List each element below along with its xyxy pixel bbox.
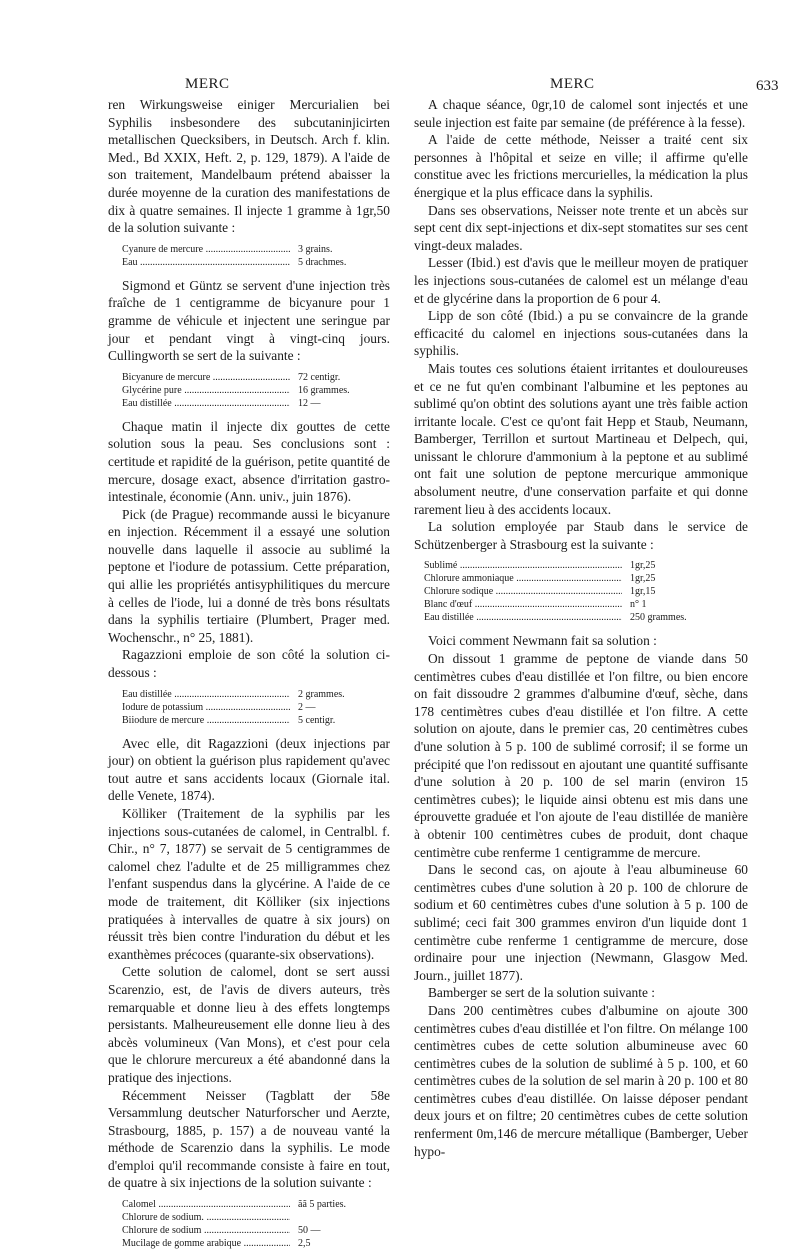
formula-ragazzioni bbox=[122, 688, 390, 727]
formula-mandelbaum bbox=[122, 243, 390, 269]
paragraph: La solution employée par Staub dans le service de Schützenberger à Strasbourg est la suivante : bbox=[414, 519, 748, 552]
quantity: 72 centigr. bbox=[298, 371, 341, 383]
ingredient: Blanc d'œuf ..... bbox=[424, 598, 622, 611]
formula-row bbox=[122, 371, 390, 384]
paragraph: Voici comment Newmann fait sa solution : bbox=[428, 633, 657, 649]
page-number: 633 bbox=[756, 78, 779, 94]
ingredient: Bicyanure de mercure ..... bbox=[122, 371, 290, 384]
ingredient: Eau distillée ..... bbox=[122, 688, 290, 701]
right-column bbox=[414, 96, 748, 1160]
quantity bbox=[290, 1211, 390, 1224]
quantity: n° 1 bbox=[630, 599, 647, 611]
ingredient: Chlorure de sodium ..... bbox=[122, 1224, 290, 1237]
ingredient: Glycérine pure ..... bbox=[122, 384, 290, 397]
paragraph: Chaque matin il injecte dix gouttes de cette solution sous la peau. Ses conclusions sont : certitude et rapidité de la guérison, petite quantité de mercure, dosage exact, absence d'irritation gastro-intestinale, économie (Ann. univ., juin 1876). bbox=[108, 418, 390, 505]
quantity: 1gr,15 bbox=[630, 586, 656, 598]
paragraph: A l'aide de cette méthode, Neisser a traité cent six personnes à l'hôpital et seize en ville; il affirme qu'elle constitue avec les frictions mercurielles, la médication la plus énergique et la plus efficace dans la syphilis. bbox=[414, 132, 748, 200]
paragraph: Lipp de son côté (Ibid.) a pu se convaincre de la grande efficacité du calomel en injections sous-cutanées dans la syphilis. bbox=[414, 308, 748, 359]
paragraph: Lesser (Ibid.) est d'avis que le meilleur moyen de pratiquer les injections sous-cutanées de calomel est un mélange d'eau et de glycérine dans la proportion de 6 pour 4. bbox=[414, 255, 748, 306]
paragraph: Sigmond et Güntz se servent d'une injection très fraîche de 1 centigramme de bicyanure pour 1 gramme de véhicule et injectent une seringue par jour et pendant vingt à vingt-cinq jours. Cullingworth se sert de la suivante : bbox=[108, 277, 390, 364]
ingredient: Biiodure de mercure ..... bbox=[122, 714, 290, 727]
formula-cullingworth bbox=[122, 371, 390, 410]
formula-row bbox=[122, 701, 390, 714]
formula-staub bbox=[424, 559, 748, 624]
formula-row bbox=[122, 1237, 390, 1250]
quantity: 50 — bbox=[298, 1225, 321, 1237]
formula-row bbox=[122, 1211, 390, 1224]
quantity: 2,5 bbox=[298, 1238, 311, 1250]
formula-row bbox=[122, 1198, 390, 1211]
paragraph: Bamberger se sert de la solution suivante : bbox=[428, 985, 655, 1001]
paragraph: Dans ses observations, Neisser note trente et un abcès sur sept cent dix sept-injections et dix-sept stomatites sur ses cent vingt-deux malades. bbox=[414, 202, 748, 253]
running-head-right: MERC bbox=[550, 76, 595, 92]
ingredient: Chlorure sodique ..... bbox=[424, 585, 622, 598]
quantity: 2 grammes. bbox=[298, 688, 345, 700]
ingredient: Eau ..... bbox=[122, 256, 290, 269]
quantity: 5 drachmes. bbox=[298, 256, 347, 268]
paragraph: Dans le second cas, on ajoute à l'eau albumineuse 60 centimètres cubes d'une solution à 20 p. 100 de chlorure de sodium et 60 centimètres cubes d'une solution à 5 p. 100 de sublimé; ceci fait 300 grammes environ d'un liquide dont 1 centimètre cube renferme 1 centigramme de mercure, dose ordinaire pour une injection (Newmann, Glasgow Med. Journ., juillet 1877). bbox=[414, 862, 748, 983]
paragraph: Pick (de Prague) recommande aussi le bicyanure en injection. Récemment il a essayé une solution nouvelle dans laquelle il associe au sublimé la peptone et l'iodure de potassium. Cette préparation, qui allie les propriétés antisyphilitiques du mercure à celles de l'iode, lui a donné de très bons résultats dans la syphilis tertiaire (Plumbert, Prager med. Wochenschr., n° 25, 1881). bbox=[108, 506, 390, 645]
quantity: 5 centigr. bbox=[298, 714, 336, 726]
formula-row bbox=[122, 714, 390, 727]
formula-row bbox=[122, 1224, 390, 1237]
formula-row bbox=[424, 572, 748, 585]
paragraph: ren Wirkungsweise einiger Mercurialien bei Syphilis insbesondere des subcutaninjicirten metallischen Quecksibers, in Deutsch. Arch f. klin. Med., Bd XXIX, Heft. 2, p. 129, 1879). A l'aide de son traitement, Mandelbaum prétend abaisser la durée moyenne de la curation des manifestations de dix à quatre semaines. Il injecte 1 gramme à 1gr,50 de la solution suivante : bbox=[108, 97, 390, 236]
formula-row bbox=[122, 256, 390, 269]
paragraph: Ragazzioni emploie de son côté la solution ci-dessous : bbox=[108, 647, 390, 681]
quantity: 12 — bbox=[298, 397, 321, 409]
quantity: 3 grains. bbox=[298, 243, 333, 255]
ingredient: Iodure de potassium ..... bbox=[122, 701, 290, 714]
paragraph: Récemment Neisser (Tagblatt der 58e Versammlung deutscher Naturforscher und Aerzte, Strasbourg, 1885, p. 157) a de nouveau vanté la méthode de Scarenzio dans la syphilis. Le mode d'emploi qu'il recommande consiste à faire en tout, de quatre à six injections de la solution suivante : bbox=[108, 1087, 390, 1191]
ingredient: Eau distillée ..... bbox=[122, 397, 290, 410]
paragraph: Kölliker (Traitement de la syphilis par les injections sous-cutanées de calomel, in Centralbl. f. Chir., n° 7, 1877) se servait de 5 centigrammes de calomel chez l'adulte et de 25 milligrammes chez l'enfant suspendus dans la glycérine. A l'aide de ce mode de traitement, dit Kölliker (six injections pratiquées à intervalles de quatre à six jours) on réussit très bien contre l'induration du début et les exanthèmes précoces (quarante-six observations). bbox=[108, 806, 390, 962]
quantity: ãã 5 parties. bbox=[298, 1199, 347, 1211]
quantity: 1gr,25 bbox=[630, 560, 656, 572]
formula-neisser bbox=[122, 1198, 390, 1250]
quantity: 16 grammes. bbox=[298, 384, 350, 396]
running-head-left: MERC bbox=[185, 76, 230, 92]
quantity: 1gr,25 bbox=[630, 573, 656, 585]
quantity: 2 — bbox=[298, 701, 316, 713]
quantity: 250 grammes. bbox=[630, 612, 687, 624]
formula-row bbox=[424, 598, 748, 611]
formula-row bbox=[122, 384, 390, 397]
paragraph: On dissout 1 gramme de peptone de viande dans 50 centimètres cubes d'eau distillée et l'on filtre, ou bien encore on fait dissoudre 2 grammes d'albumine d'œuf, sèche, dans 178 centimètres cubes d'eau distillée et l'on filtre. A cette solution on ajoute, dans le premier cas, 20 centimètres cubes d'une solution à 5 p. 100 de sublimé corrosif; il se forme un précipité que l'on redissout en ajoutant une quantité suffisante d'une solution à 20 p. 100 de sel marin (environ 15 centimètres cubes); le liquide ainsi obtenu est mis dans une éprouvette graduée et l'on ajoute de l'eau distillée de manière à obtenir 100 centimètres cubes de produit, dont chaque centimètre cube renferme 1 centigramme de mercure. bbox=[414, 651, 748, 860]
paragraph: Mais toutes ces solutions étaient irritantes et douloureuses et ce ne fut qu'en combinant l'albumine et les peptones au sublimé qu'on obtint des solutions ayant une très faible action irritante locale. C'est ce qu'ont fait Hepp et Staub, Neumann, Bamberger, Terrillon et surtout Martineau et Delpech, qui, unissant le chlorure d'ammonium à la peptone et au sublimé ont fait une solution de peptone mercurique ammonique absolument neutre, d'une conservation parfaite et qui donne rarement lieu à des accidents locaux. bbox=[414, 360, 748, 517]
ingredient: Sublimé ..... bbox=[424, 559, 622, 572]
ingredient: Calomel ..... bbox=[122, 1198, 290, 1211]
formula-row bbox=[122, 688, 390, 701]
ingredient: Chlorure de sodium. ..... bbox=[122, 1211, 290, 1224]
ingredient: Mucilage de gomme arabique ..... bbox=[122, 1237, 290, 1250]
ingredient: Cyanure de mercure ..... bbox=[122, 243, 290, 256]
formula-row bbox=[424, 585, 748, 598]
paragraph: Avec elle, dit Ragazzioni (deux injections par jour) on obtient la guérison plus rapidement qu'avec tout autre et sans accidents locaux (Giornale ital. delle Venete, 1874). bbox=[108, 735, 390, 804]
paragraph: Dans 200 centimètres cubes d'albumine on ajoute 300 centimètres cubes d'eau distillée et l'on filtre. On mélange 100 centimètres cubes de cette solution albumineuse avec 60 centimètres cubes de la solution de sublimé à 5 p. 100, et 60 centimètres cubes de la solution de sel marin à 20 p. 100 et 80 centimètres cubes d'eau distillée. On laisse déposer pendant deux jours et on filtre; 20 centimètres cubes de cette solution renferment 0m,146 de mercure métallique (Bamberger, Ueber hypo- bbox=[414, 1002, 748, 1159]
formula-row bbox=[424, 611, 748, 624]
paragraph: Cette solution de calomel, dont se sert aussi Scarenzio, est, de l'avis de divers auteurs, très remarquable et donne lieu à des effets longtemps persistants. Malheureusement elle donne lieu à des abcès volumineux (Van Mons), et c'est pour cela que le chlorure mercureux a été abandonné dans la pratique des injections. bbox=[108, 964, 390, 1085]
formula-row bbox=[122, 243, 390, 256]
paragraph: A chaque séance, 0gr,10 de calomel sont injectés et une seule injection est faite par semaine (de préférence à la fesse). bbox=[414, 97, 748, 130]
ingredient: Chlorure ammoniaque ..... bbox=[424, 572, 622, 585]
left-column bbox=[108, 96, 390, 1258]
ingredient: Eau distillée ..... bbox=[424, 611, 622, 624]
formula-row bbox=[122, 397, 390, 410]
formula-row bbox=[424, 559, 748, 572]
